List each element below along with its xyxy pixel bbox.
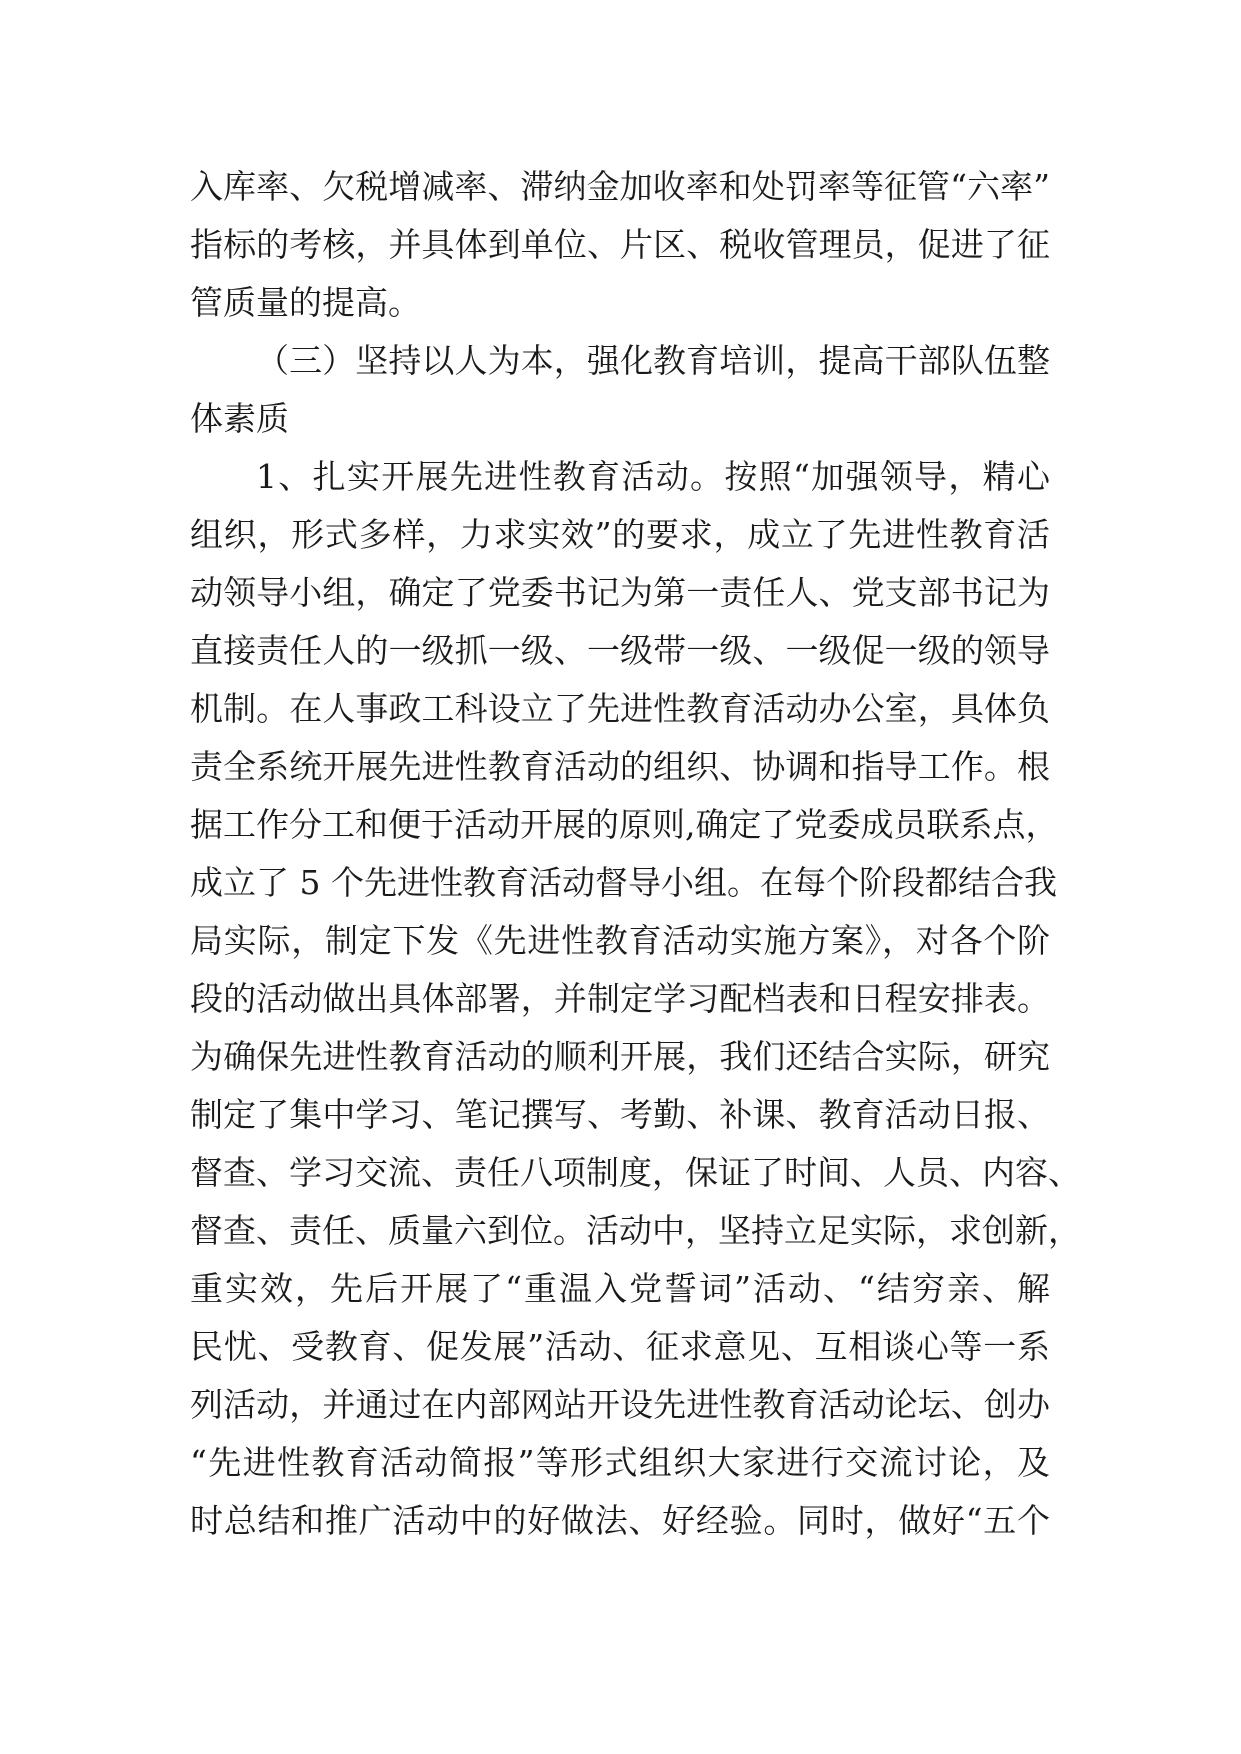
text-line: 责全系统开展先进性教育活动的组织、协调和指导工作。根 [190, 747, 1050, 786]
text-line: 直接责任人的一级抓一级、一级带一级、一级促一级的领导 [190, 631, 1050, 670]
text-line: 列活动，并通过在内部网站开设先进性教育活动论坛、创办 [190, 1385, 1050, 1424]
text-line: 指标的考核，并具体到单位、片区、税收管理员，促进了征 [190, 225, 1050, 264]
text-line: 段的活动做出具体部署，并制定学习配档表和日程安排表。 [190, 979, 1050, 1018]
text-line: 督查、学习交流、责任八项制度，保证了时间、人员、内容、 [190, 1153, 1081, 1192]
text-line: “先进性教育活动简报”等形式组织大家进行交流讨论，及 [190, 1443, 1050, 1482]
text-line: 入库率、欠税增减率、滞纳金加收率和处罚率等征管“六率” [190, 167, 1050, 206]
text-line: 动领导小组，确定了党委书记为第一责任人、党支部书记为 [190, 573, 1050, 612]
text-line: 重实效，先后开展了“重温入党誓词”活动、“结穷亲、解 [190, 1269, 1050, 1308]
text-line: 局实际，制定下发《先进性教育活动实施方案》，对各个阶 [190, 921, 1050, 960]
text-line: 据工作分工和便于活动开展的原则,确定了党委成员联系点， [190, 805, 1059, 844]
text-line: 机制。在人事政工科设立了先进性教育活动办公室，具体负 [190, 689, 1050, 728]
text-line: 为确保先进性教育活动的顺利开展，我们还结合实际，研究 [190, 1037, 1050, 1076]
text-line: 时总结和推广活动中的好做法、好经验。同时，做好“五个 [190, 1501, 1050, 1540]
text-line: 民忧、受教育、促发展”活动、征求意见、互相谈心等一系 [190, 1327, 1050, 1366]
text-line: 制定了集中学习、笔记撰写、考勤、补课、教育活动日报、 [190, 1095, 1050, 1134]
section-heading-line: （三）坚持以人为本，强化教育培训，提高干部队伍整 [256, 341, 1050, 380]
text-line: 管质量的提高。 [190, 283, 421, 322]
document-body [190, 158, 1081, 1550]
text-line: 督查、责任、质量六到位。活动中，坚持立足实际，求创新， [190, 1211, 1081, 1250]
text-line: 成立了 5 个先进性教育活动督导小组。在每个阶段都结合我 [190, 863, 1057, 902]
text-line: 组织，形式多样，力求实效”的要求，成立了先进性教育活 [190, 515, 1050, 554]
text-line: 1、扎实开展先进性教育活动。按照“加强领导，精心 [256, 457, 1050, 496]
section-heading-line: 体素质 [190, 399, 289, 438]
